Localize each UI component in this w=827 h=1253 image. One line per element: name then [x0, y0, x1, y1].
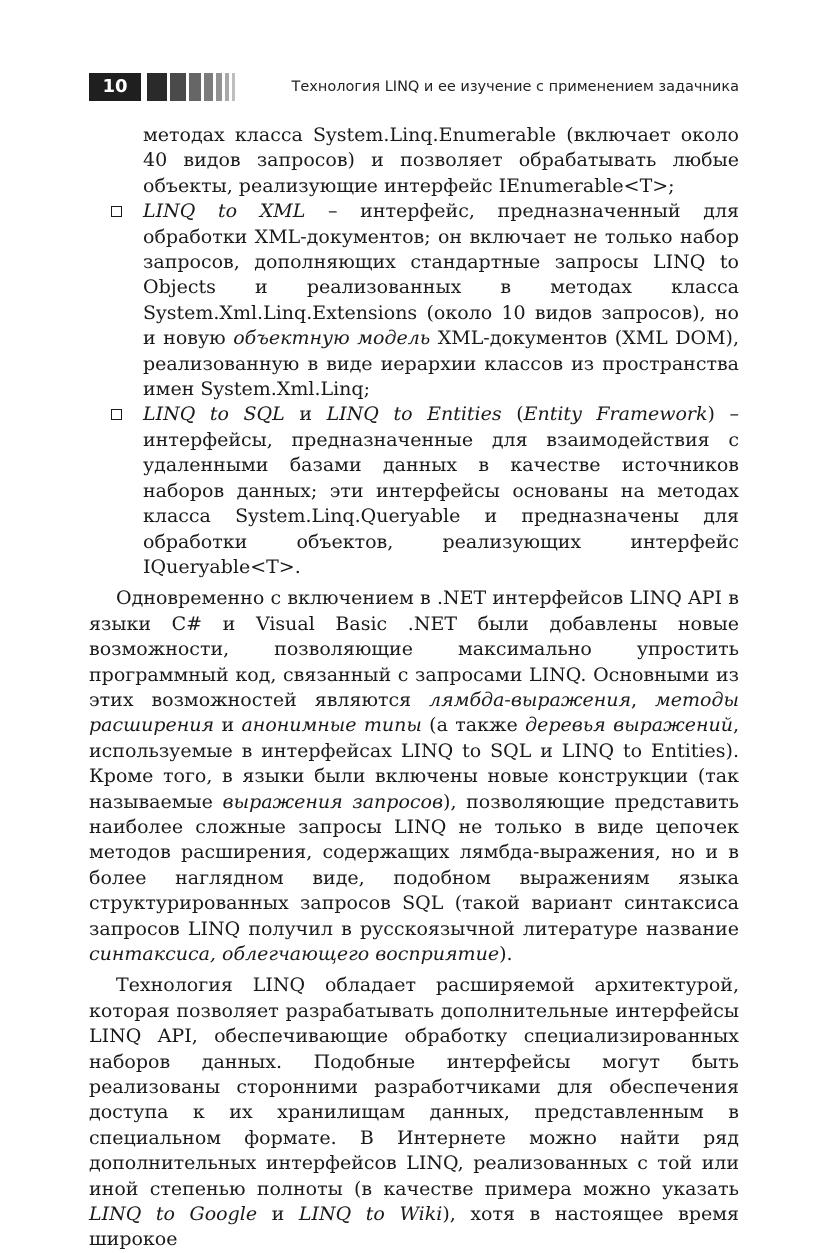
text-run: ) – интерфейсы, предназначенные для взаимодействия с удаленными базами данных в качестве источников наборов данных; эти интерфейсы основаны на методах класса System.Linq.Queryable и предназначены для обработки объектов, реализующих интерфейс IQueryable<T>.	[143, 403, 740, 578]
text-run: , используемые в интерфейсах LINQ to SQL и LINQ to Entities). Кроме того, в языки были включены новые конструкции (так называемые	[89, 714, 739, 813]
italic-term: лямбда-выражения	[429, 688, 632, 711]
paragraph-new-features	[89, 586, 739, 967]
header-bar	[216, 73, 222, 101]
text-run: и	[257, 1203, 299, 1226]
italic-term: LINQ to Google	[89, 1203, 258, 1226]
bullet-text	[143, 199, 739, 402]
italic-term: LINQ to SQL	[143, 403, 285, 426]
text-run: ), позволяющие представить наиболее сложные запросы LINQ не только в виде цепочек методов расширения, содержащих лямбда-выражения, но и в более наглядном виде, подобном выражениям языка структурированных запросов SQL (такой вариант синтаксиса запросов LINQ получил в русскоязычной литературе название	[89, 790, 739, 940]
checkbox-bullet-icon	[111, 409, 122, 420]
text-run: – интерфейс, предназначенный для обработки XML-документов; он включает не только набор запросов, дополняющих стандартные запросы LINQ to Objects и реализованных в методах класса System.Xml.Linq.Extensions (около 10 видов запросов), но и новую	[143, 200, 740, 350]
paragraph-text	[89, 586, 739, 967]
italic-term: Entity Framework	[523, 403, 708, 426]
text-run: и	[284, 403, 327, 426]
italic-term: LINQ to XML	[143, 200, 306, 223]
text-run: ,	[631, 688, 655, 711]
text-run: (а также	[421, 714, 526, 737]
text-run: ), хотя в настоящее время широкое	[89, 1203, 739, 1251]
bullet-text	[143, 402, 739, 580]
italic-term: деревья выражений	[525, 714, 733, 737]
header-bar	[232, 73, 235, 101]
bullet-item-linq-to-sql	[89, 402, 739, 580]
text-run: и	[214, 714, 242, 737]
italic-term: выражения запросов	[222, 790, 444, 813]
page-number: 10	[89, 73, 141, 101]
page-body	[89, 123, 739, 1253]
header-bar	[225, 73, 229, 101]
page-header	[89, 73, 739, 101]
italic-term: методы расширения	[89, 688, 739, 737]
text-run: Технология LINQ обладает расширяемой архитектурой, которая позволяет разрабатывать дополнительные интерфейсы LINQ API, обеспечивающие обработку специализированных наборов данных. Подобные интерфейсы могут быть реализованы сторонними разработчиками для обеспечения доступа к их хранилищам данных, представленным в специальном формате. В Интернете можно найти ряд дополнительных интерфейсов LINQ, реализованных с той или иной степенью полноты (в качестве примера можно указать	[89, 974, 739, 1200]
header-bar	[147, 73, 167, 101]
italic-term: анонимные типы	[241, 714, 422, 737]
text-run: (	[501, 403, 524, 426]
bullet-item-linq-to-xml	[89, 199, 739, 402]
text-run: методах класса System.Linq.Enumerable (включает около 40 видов запросов) и позволяет обрабатывать любые объекты, реализующие интерфейс IEnumerable<T>;	[143, 124, 739, 197]
bullet-continuation	[89, 123, 739, 199]
checkbox-bullet-icon	[111, 206, 122, 217]
italic-term: объектную модель	[233, 327, 431, 350]
text-run: Одновременно с включением в .NET интерфейсов LINQ API в языки C# и Visual Basic .NET были добавлены новые возможности, позволяющие максимально упростить программный код, связанный с запросами LINQ. Основными из этих возможностей являются	[89, 587, 739, 711]
header-bar	[170, 73, 186, 101]
italic-term: LINQ to Wiki	[298, 1203, 443, 1226]
italic-term: синтаксиса, облегчающего восприятие	[89, 943, 500, 965]
text-run: ).	[499, 943, 513, 965]
running-head: Технология LINQ и ее изучение с применением задачника	[291, 79, 739, 95]
bullet-continuation-text	[143, 123, 739, 199]
text-run: XML-документов (XML DOM), реализованную в виде иерархии классов из пространства имен System.Xml.Linq;	[143, 327, 739, 401]
italic-term: LINQ to Entities	[326, 403, 502, 426]
header-bar	[204, 73, 213, 101]
header-bar	[189, 73, 201, 101]
